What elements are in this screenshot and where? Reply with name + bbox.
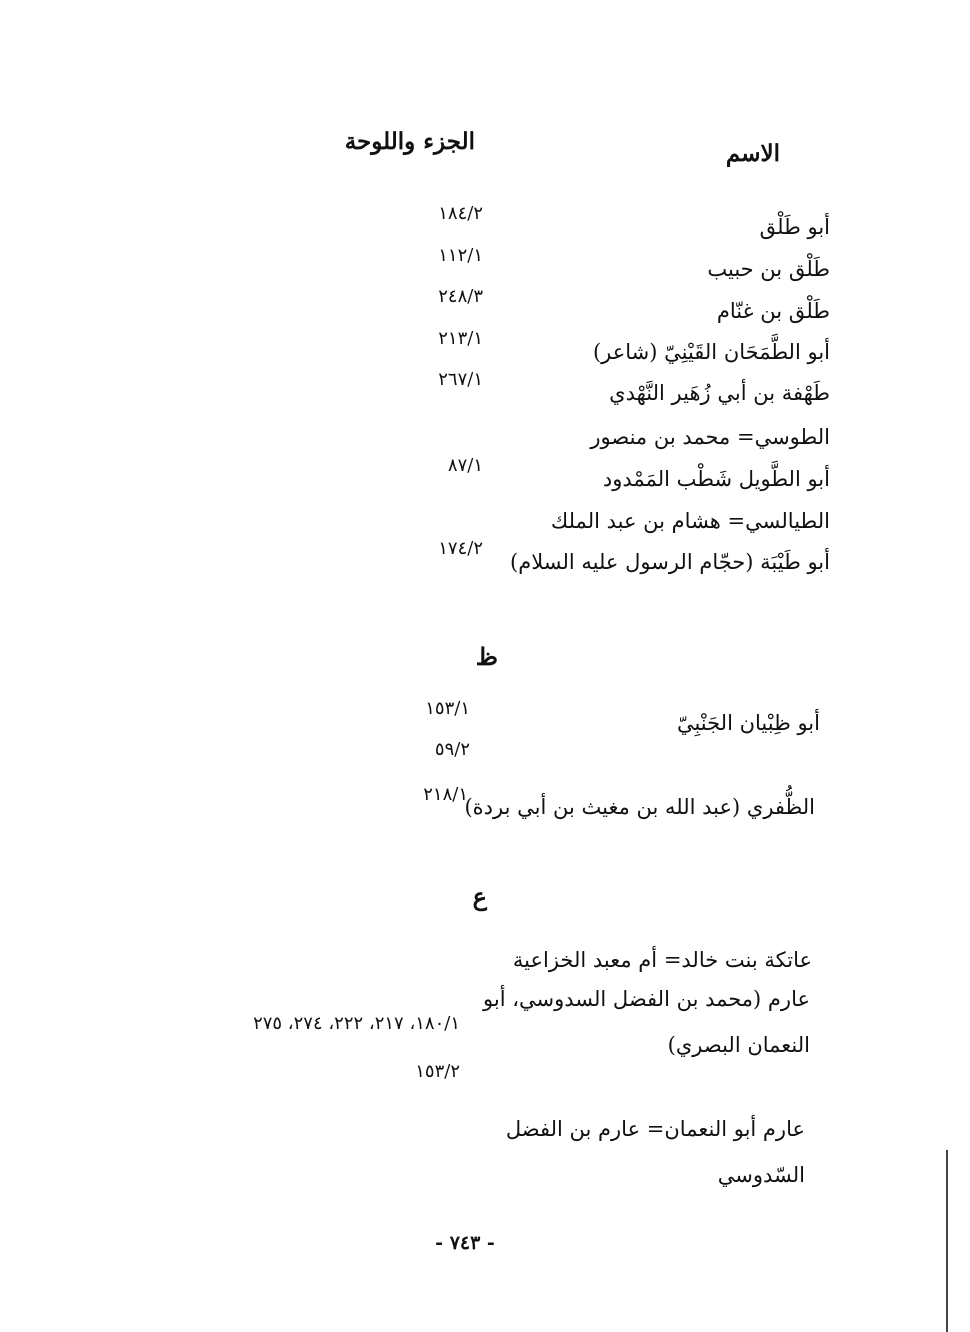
entry-ref: ٥٩/٢ <box>434 739 470 760</box>
entry-ref: ١٥٣/٢ <box>415 1061 460 1082</box>
entry-ref: ٢٦٧/١ <box>438 369 483 390</box>
name-column-header: الاسم <box>725 140 780 167</box>
section-letter: ع <box>472 882 487 911</box>
entry-ref: ٨٧/١ <box>447 455 483 476</box>
entry-ref: ٢١٣/١ <box>438 328 483 349</box>
page-number: - ٧٤٣ - <box>435 1232 495 1254</box>
entry-name: أبو ظِبْيان الجَنْبِيّ <box>676 711 820 735</box>
entry-name: الطوسي= محمد بن منصور <box>590 425 830 449</box>
reference-column-header: الجزء واللوحة <box>344 128 475 155</box>
entry-name: عارم (محمد بن الفضل السدوسي، أبو النعمان البصري) <box>483 987 810 1057</box>
entry-ref: ٢٤٨/٣ <box>438 286 483 307</box>
entry-name: عارم أبو النعمان= عارم بن الفضل السّدوسي <box>505 1117 805 1187</box>
entry-name: الظُّفري (عبد الله بن مغيث بن أبي بردة) <box>464 795 815 819</box>
entry-name: أبو الطَّويل شَطْب المَمْدود <box>602 467 830 491</box>
entry-name: طَلْق بن غنّام <box>716 299 830 323</box>
page-edge-line <box>946 1150 948 1332</box>
entry-name: الطيالسي= هشام بن عبد الملك <box>550 509 830 533</box>
entry-ref: ٢١٨/١ <box>423 784 468 805</box>
entry-name: أبو طَلْق <box>759 215 830 239</box>
entry-name: طَهْفة بن أبي زُهَير النَّهْدي <box>609 381 830 405</box>
entry-ref: ١٥٣/١ <box>425 698 470 719</box>
entry-ref: ١٨٠/١، ٢١٧، ٢٢٢، ٢٧٤، ٢٧٥ <box>253 1013 460 1034</box>
entry-name: أبو طَيْبَة (حجّام الرسول عليه السلام) <box>510 550 830 574</box>
entry-ref: ١٨٤/٢ <box>438 203 483 224</box>
section-letter: ظ <box>475 642 498 671</box>
entry-ref: ١١٢/١ <box>438 245 483 266</box>
entry-ref: ١٧٤/٢ <box>438 538 483 559</box>
entry-name: أبو الطَّمَحَان القَيْنِيّ (شاعر) <box>592 340 830 364</box>
entry-name: طَلْق بن حبيب <box>707 257 830 281</box>
entry-name: عاتكة بنت خالد= أم معبد الخزاعية <box>512 948 812 972</box>
